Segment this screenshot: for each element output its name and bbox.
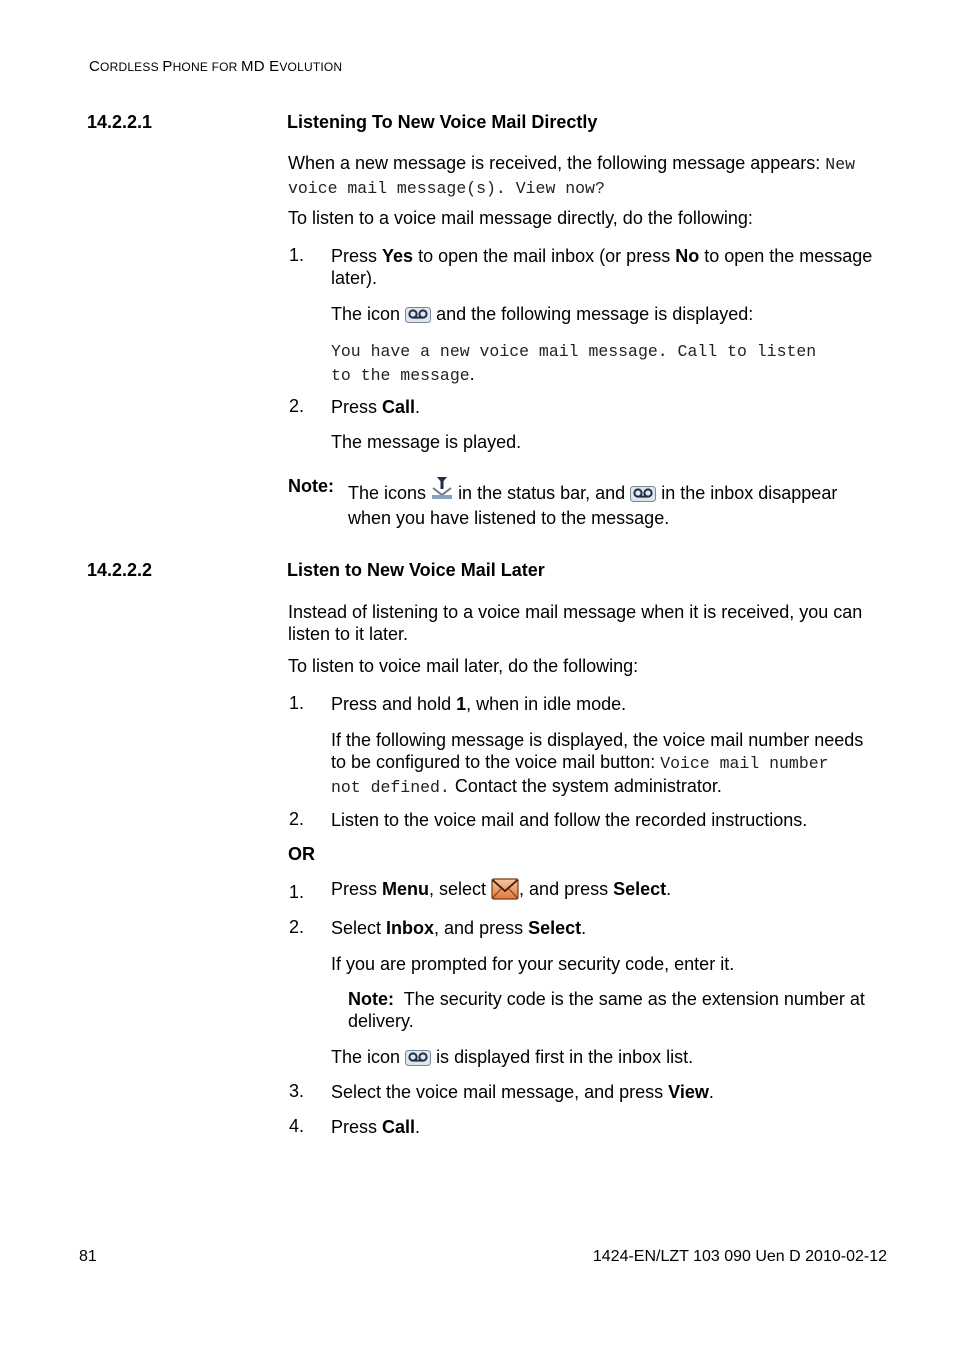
running-header xyxy=(89,58,342,75)
text: . xyxy=(415,397,421,417)
text: in the inbox disappear xyxy=(661,483,838,503)
text: listen to it later. xyxy=(288,624,409,644)
menu-key: Menu xyxy=(382,879,430,899)
step-number: 1. xyxy=(289,693,305,713)
note-label: Note: xyxy=(348,989,394,1009)
step-text xyxy=(331,878,901,905)
step-text: Listen to the voice mail and follow the recorded instructions. xyxy=(331,810,808,830)
inner-note xyxy=(348,988,898,1032)
intro-mono: New xyxy=(825,155,856,174)
call-key: Call xyxy=(382,397,416,417)
intro-mono: voice mail message(s). View now? xyxy=(288,179,605,198)
step-sub xyxy=(331,1046,901,1071)
header-part: P xyxy=(162,58,173,75)
page-number: 81 xyxy=(79,1248,97,1265)
step-text xyxy=(331,245,901,289)
text: . xyxy=(469,364,475,384)
step-number: 3. xyxy=(289,1081,305,1101)
text: . xyxy=(708,1082,714,1102)
section-title: Listen to New Voice Mail Later xyxy=(287,560,545,580)
no-key: No xyxy=(675,246,700,266)
mono-text: Voice mail number xyxy=(660,754,829,773)
text: delivery. xyxy=(348,1011,414,1031)
mono-text: You have a new voice mail message. Call to listen xyxy=(331,342,817,361)
text: to open the message xyxy=(699,246,873,266)
step-number: 4. xyxy=(289,1116,305,1136)
header-part: VOLUTION xyxy=(279,60,343,74)
step-text xyxy=(331,396,901,418)
note-text xyxy=(348,476,898,529)
text: If the following message is displayed, the voice mail number needs xyxy=(331,730,864,750)
voicemail-icon xyxy=(630,485,656,507)
lead-paragraph: To listen to a voice mail message directly, do the following: xyxy=(288,208,753,228)
select-key: Select xyxy=(528,918,582,938)
text: when you have listened to the message. xyxy=(348,508,670,528)
lead-paragraph: To listen to voice mail later, do the following: xyxy=(288,656,639,676)
header-part: HONE FOR xyxy=(172,60,242,74)
step-sub xyxy=(331,729,901,799)
text: , when in idle mode. xyxy=(466,694,627,714)
text: The icon xyxy=(331,1047,406,1067)
step-text xyxy=(331,693,901,715)
text: Contact the system administrator. xyxy=(449,776,722,796)
header-part: MD E xyxy=(241,58,280,75)
text: later). xyxy=(331,268,378,288)
text: is displayed first in the inbox list. xyxy=(436,1047,694,1067)
step-number: 2. xyxy=(289,917,305,937)
text: The icon xyxy=(331,304,406,324)
text: Instead of listening to a voice mail message when it is received, you can xyxy=(288,602,863,622)
text: in the status bar, and xyxy=(458,483,631,503)
step-number: 1. xyxy=(289,882,305,902)
step-text xyxy=(331,917,901,939)
call-key: Call xyxy=(382,1117,416,1137)
header-part: ORDLESS xyxy=(100,60,163,74)
step-text xyxy=(331,1116,901,1138)
intro-text: When a new message is received, the following message appears: xyxy=(288,153,826,173)
text: to be configured to the voice mail button: xyxy=(331,752,661,772)
step-sub: The message is played. xyxy=(331,432,522,452)
text: . xyxy=(581,918,587,938)
step-text xyxy=(331,1081,901,1103)
text: Press xyxy=(331,879,383,899)
voicemail-icon xyxy=(405,1049,431,1071)
step-sub xyxy=(331,303,901,328)
inbox-item: Inbox xyxy=(386,918,435,938)
text: , and press xyxy=(434,918,529,938)
status-bar-voicemail-icon xyxy=(431,476,453,505)
document-id: 1424-EN/LZT 103 090 Uen D 2010-02-12 xyxy=(592,1248,887,1265)
text: and the following message is displayed: xyxy=(436,304,754,324)
view-key: View xyxy=(668,1082,709,1102)
intro-paragraph xyxy=(288,601,898,645)
section-number: 14.2.2.1 xyxy=(87,112,153,132)
step-number: 2. xyxy=(289,396,305,416)
step-number: 2. xyxy=(289,809,305,829)
text: Select xyxy=(331,918,387,938)
section-title: Listening To New Voice Mail Directly xyxy=(287,112,598,132)
text: Press xyxy=(331,246,383,266)
mono-text: not defined. xyxy=(331,778,450,797)
mono-text: to the message xyxy=(331,366,470,385)
text: to open the mail inbox (or press xyxy=(413,246,676,266)
step-sub: If you are prompted for your security code, enter it. xyxy=(331,954,735,974)
display-message xyxy=(331,339,901,387)
key-1: 1 xyxy=(456,694,467,714)
text: , and press xyxy=(519,879,614,899)
note-label: Note: xyxy=(288,476,334,496)
voicemail-icon xyxy=(405,306,431,328)
section-number: 14.2.2.2 xyxy=(87,560,153,580)
text: . xyxy=(666,879,672,899)
header-part: C xyxy=(89,58,101,75)
envelope-icon xyxy=(491,878,519,905)
intro-paragraph xyxy=(288,152,898,200)
text: , select xyxy=(429,879,492,899)
select-key: Select xyxy=(613,879,667,899)
step-number: 1. xyxy=(289,245,305,265)
or-label: OR xyxy=(288,844,315,864)
yes-key: Yes xyxy=(382,246,414,266)
text: . xyxy=(415,1117,421,1137)
text: Press xyxy=(331,1117,383,1137)
text: Press and hold xyxy=(331,694,457,714)
text: Press xyxy=(331,397,383,417)
text: The security code is the same as the extension number at xyxy=(403,989,865,1009)
text: The icons xyxy=(348,483,432,503)
text: Select the voice mail message, and press xyxy=(331,1082,669,1102)
